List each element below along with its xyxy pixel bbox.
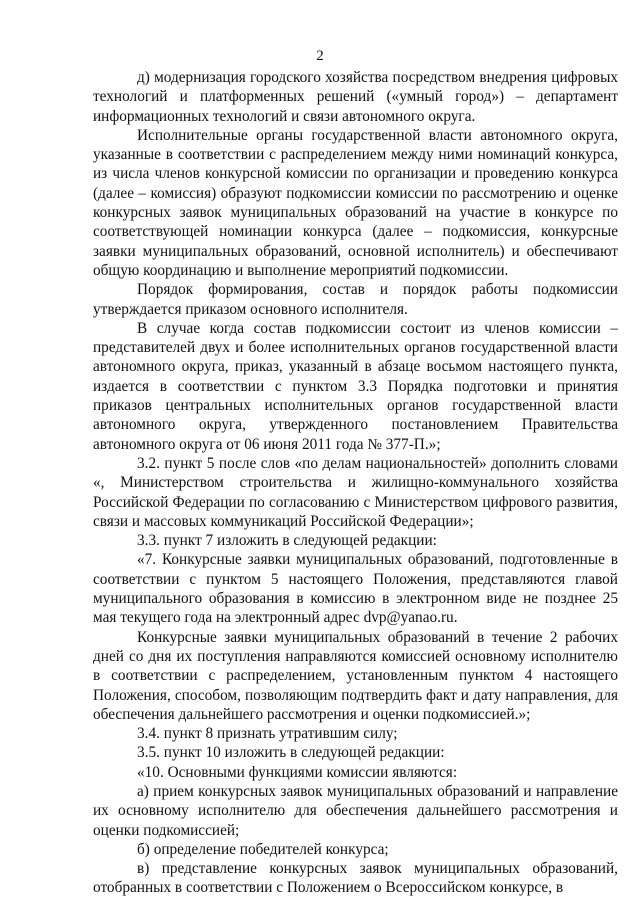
paragraph: 3.4. пункт 8 признать утратившим силу; <box>137 725 398 743</box>
paragraph: 3.5. пункт 10 изложить в следующей редакции: <box>137 744 445 762</box>
paragraph: б) определение победителей конкурса; <box>137 840 389 858</box>
paragraph: в) представление конкурсных заявок муниципальных образований, отобранных в соответствии с Положением о Всероссийском конкурсе, в <box>93 860 618 897</box>
paragraph: В случае когда состав подкомиссии состоит из членов комиссии – представителей двух и более исполнительных органов государственной власти автономного округа, приказ, указанный в абзаце восьмом настоящего пункта, издается в соответствии с пунктом 3.3 Порядка подготовки и принятия приказов центральных исполнительных органов государственной власти автономного округа, утвержденного постановлением Правительства автономного округа от 06 июня 2011 года № 377-П.»; <box>93 319 618 453</box>
page-number: 2 <box>316 48 324 64</box>
paragraph: 3.3. пункт 7 изложить в следующей редакции: <box>137 532 437 550</box>
paragraph: д) модернизация городского хозяйства посредством внедрения цифровых технологий и платформенных решений («умный город») – департамент информационных технологий и связи автономного округа. <box>93 69 618 125</box>
paragraph: «10. Основными функциями комиссии являются: <box>137 763 458 781</box>
paragraph: Конкурсные заявки муниципальных образований в течение 2 рабочих дней со дня их поступления направляются комиссией основному исполнителю в соответствии с распределением, установленным пунктом 4 настоящего Положения, способом, позволяющим подтвердить факт и дату направления, для обеспечения дальнейшего рассмотрения и оценки подкомиссией.»; <box>93 628 618 723</box>
paragraph: 3.2. пункт 5 после слов «по делам национальностей» дополнить словами «, Министерством строительства и жилищно-коммунального хозяйства Российской Федерации по согласованию с Министерством цифрового развития, связи и массовых коммуникаций Российской Федерации»; <box>93 454 618 530</box>
paragraph: Исполнительные органы государственной власти автономного округа, указанные в соответствии с распределением между ними номинаций конкурса, из числа членов конкурсной комиссии по организации и проведению конкурса (далее – комиссия) образуют подкомиссии комиссии по рассмотрению и оценке конкурсных заявок муниципальных образований на участие в конкурсе по соответствующей номинации конкурса (далее – подкомиссия, конкурсные заявки муниципальных образований, основной исполнитель) и обеспечивают общую координацию и выполнение мероприятий подкомиссии. <box>93 126 618 279</box>
document-body <box>93 68 618 898</box>
paragraph: а) прием конкурсных заявок муниципальных образований и направление их основному исполнителю для обеспечения дальнейшего рассмотрения и оценки подкомиссией; <box>93 782 618 839</box>
paragraph: Порядок формирования, состав и порядок работы подкомиссии утверждается приказом основного исполнителя. <box>93 281 618 318</box>
paragraph: «7. Конкурсные заявки муниципальных образований, подготовленные в соответствии с пунктом 5 настоящего Положения, представляются главой муниципального образования в комиссию в электронном виде не позднее 25 мая текущего года на электронный адрес dvp@yanao.ru. <box>93 551 618 627</box>
